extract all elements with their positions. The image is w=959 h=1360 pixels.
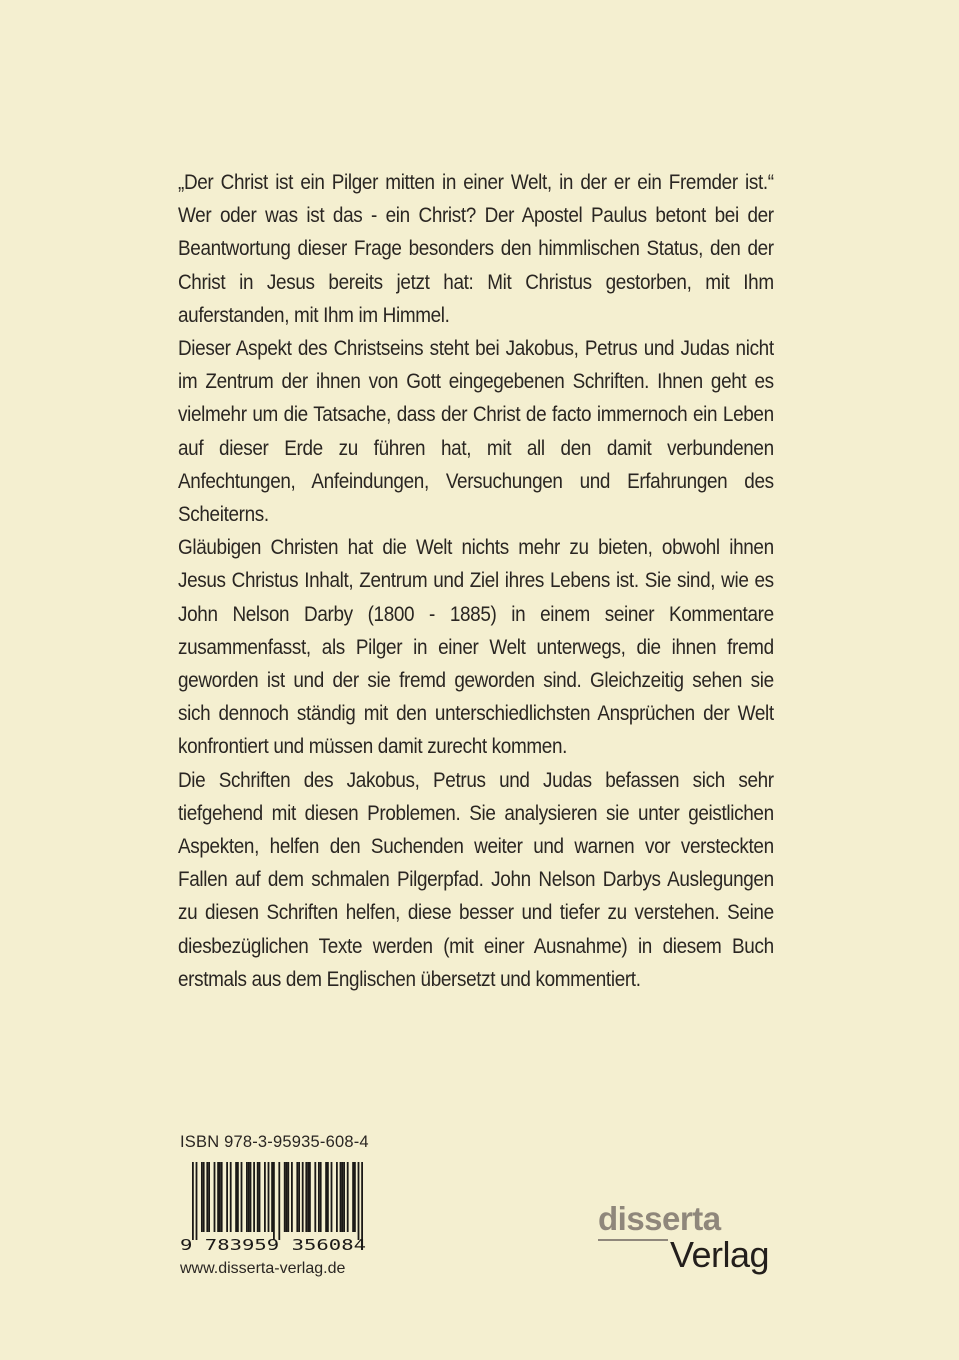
- barcode-bar: [203, 1162, 205, 1232]
- barcode-bar: [341, 1162, 343, 1232]
- barcode-bar: [352, 1162, 354, 1232]
- barcode-bar: [336, 1162, 338, 1232]
- barcode-bar: [327, 1162, 329, 1232]
- barcode-bar: [253, 1162, 255, 1232]
- barcode-bar: [347, 1162, 349, 1232]
- barcode-bar: [219, 1162, 221, 1232]
- barcode-bar: [196, 1162, 198, 1240]
- barcode-bar: [309, 1162, 311, 1232]
- barcode-bar: [230, 1162, 232, 1232]
- barcode-digits: 9 783959 356084: [180, 1236, 366, 1254]
- barcode-bar: [307, 1162, 309, 1232]
- barcode-bar: [314, 1162, 316, 1232]
- barcode-bar: [331, 1162, 333, 1232]
- blurb-paragraph-3: Gläubigen Christen hat die Welt nichts mehr zu bieten, obwohl ihnen Jesus Christus Inhalt, Zentrum und Ziel ihres Lebens ist. Sie sind, wie es John Nelson Darby (1800 - 1885) in einem seiner Kommentare zusammenfasst, als Pilger in einer Welt unterwegs, die ihnen fremd geworden ist und der sie fremd geworden sind. Gleichzeitig sehen sie sich dennoch ständig mit den unterschiedlichsten Ansprüchen der Welt konfrontiert und müssen damit zurecht kommen.: [178, 535, 774, 759]
- barcode-bar: [217, 1162, 219, 1232]
- barcode-bar: [221, 1162, 223, 1232]
- barcode-bar: [246, 1162, 248, 1232]
- barcode-bar: [208, 1162, 210, 1232]
- barcode-bar: [250, 1162, 252, 1232]
- barcode-bar: [201, 1162, 203, 1232]
- barcode-bar: [354, 1162, 356, 1232]
- barcode-bar: [343, 1162, 345, 1232]
- barcode-bar: [325, 1162, 327, 1232]
- barcode-bar: [248, 1162, 250, 1232]
- isbn-label: ISBN 978-3-95935-608-4: [180, 1133, 369, 1151]
- barcode-bar: [320, 1162, 322, 1232]
- barcode-bars: [192, 1162, 363, 1240]
- barcode-bar: [264, 1162, 266, 1232]
- barcode-bar: [340, 1162, 342, 1232]
- barcode-bar: [287, 1162, 289, 1232]
- barcode-bar: [235, 1162, 237, 1232]
- publisher-website: www.disserta-verlag.de: [180, 1260, 346, 1277]
- barcode: [180, 1162, 368, 1254]
- barcode-bar: [268, 1162, 270, 1232]
- barcode-bar: [259, 1162, 261, 1232]
- barcode-bar: [305, 1162, 307, 1232]
- barcode-bar: [278, 1162, 280, 1240]
- barcode-bar: [286, 1162, 288, 1232]
- barcode-bar: [318, 1162, 320, 1232]
- barcode-bar: [241, 1162, 243, 1232]
- barcode-bar: [237, 1162, 239, 1232]
- barcode-bar: [358, 1162, 360, 1240]
- barcode-bar: [257, 1162, 259, 1232]
- barcode-bar: [291, 1162, 293, 1232]
- barcode-bar: [214, 1162, 216, 1232]
- logo-divider: [598, 1239, 668, 1241]
- barcode-bar: [284, 1162, 286, 1232]
- logo-disserta: disserta: [598, 1200, 721, 1237]
- blurb-paragraph-4: Die Schriften des Jakobus, Petrus und Judas befassen sich sehr tiefgehend mit diesen Problemen. Sie analysieren sie unter geistlichen Aspekten, helfen den Suchenden weiter und warnen vor versteckten Fallen auf dem schmalen Pilgerpfad. John Nelson Darbys Auslegungen zu diesen Schriften helfen, diese besser und tiefer zu verstehen. Seine diesbezüglichen Texte werden (mit einer Ausnahme) in diesem Buch erstmals aus dem Englischen übersetzt und kommentiert.: [178, 767, 774, 991]
- barcode-bar: [302, 1162, 304, 1232]
- blurb-paragraph-1: „Der Christ ist ein Pilger mitten in einer Welt, in der er ein Fremder ist.“ Wer oder was ist das - ein Christ? Der Apostel Paulus betont bei der Beantwortung dieser Frage besonders den himmlischen Status, den der Christ in Jesus bereits jetzt hat: Mit Christus gestorben, mit Ihm auferstanden, mit Ihm im Himmel.: [178, 170, 774, 327]
- barcode-bar: [271, 1162, 273, 1232]
- barcode-bar: [192, 1162, 194, 1240]
- barcode-bar: [273, 1162, 275, 1240]
- barcode-bar: [206, 1162, 208, 1232]
- publisher-logo: [598, 1201, 778, 1281]
- back-cover-blurb: [178, 166, 774, 996]
- logo-verlag: Verlag: [670, 1234, 770, 1275]
- barcode-bar: [298, 1162, 300, 1232]
- barcode-bar: [296, 1162, 298, 1232]
- blurb-paragraph-2: Dieser Aspekt des Christseins steht bei Jakobus, Petrus und Judas nicht im Zentrum der ihnen von Gott eingegebenen Schriften. Ihnen geht es vielmehr um die Tatsache, dass der Christ de facto immernoch ein Leben auf dieser Erde zu führen hat, mit all den damit verbundenen Anfechtungen, Anfeindungen, Versuchungen und Erfahrungen des Scheiterns.: [178, 336, 774, 527]
- barcode-bar: [226, 1162, 228, 1232]
- barcode-bar: [361, 1162, 363, 1240]
